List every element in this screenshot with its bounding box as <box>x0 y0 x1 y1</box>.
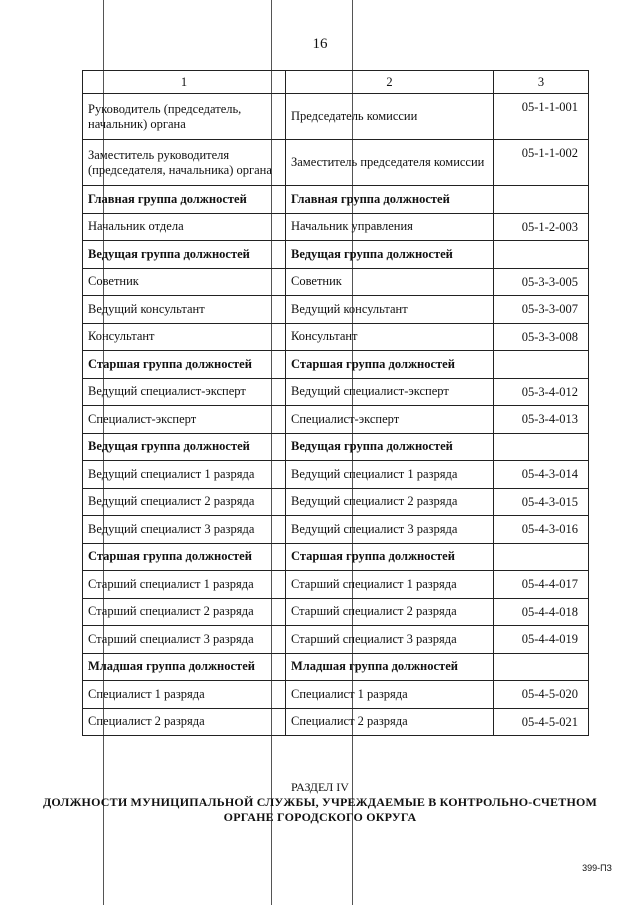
table-group-row <box>83 351 589 379</box>
equivalent-position-cell: Ведущий специалист 3 разряда <box>286 516 494 544</box>
code-cell: 05-4-5-021 <box>494 708 589 736</box>
position-cell: Старший специалист 3 разряда <box>83 626 286 654</box>
code-cell: 05-1-1-001 <box>494 94 589 140</box>
position-cell: Ведущий специалист-эксперт <box>83 378 286 406</box>
code-cell <box>494 433 589 461</box>
code-cell <box>494 653 589 681</box>
equivalent-position-cell: Старший специалист 3 разряда <box>286 626 494 654</box>
equivalent-position-cell: Старшая группа должностей <box>286 543 494 571</box>
table-row <box>83 213 589 241</box>
equivalent-position-cell: Старший специалист 2 разряда <box>286 598 494 626</box>
table-group-row <box>83 241 589 269</box>
table-row <box>83 268 589 296</box>
table-row <box>83 296 589 324</box>
equivalent-position-cell: Специалист 2 разряда <box>286 708 494 736</box>
position-cell: Ведущий консультант <box>83 296 286 324</box>
equivalent-position-cell: Заместитель председателя комиссии <box>286 140 494 186</box>
code-cell: 05-4-3-014 <box>494 461 589 489</box>
table-row <box>83 708 589 736</box>
table-row <box>83 378 589 406</box>
table-group-row <box>83 433 589 461</box>
position-cell: Ведущая группа должностей <box>83 433 286 461</box>
equivalent-position-cell: Специалист 1 разряда <box>286 681 494 709</box>
position-cell: Главная группа должностей <box>83 186 286 214</box>
equivalent-position-cell: Ведущий специалист-эксперт <box>286 378 494 406</box>
position-cell: Ведущая группа должностей <box>83 241 286 269</box>
table-group-row <box>83 186 589 214</box>
equivalent-position-cell: Ведущая группа должностей <box>286 241 494 269</box>
table-row <box>83 598 589 626</box>
table-row <box>83 681 589 709</box>
equivalent-position-cell: Председатель комиссии <box>286 94 494 140</box>
document-code: 399-ПЗ <box>582 863 612 873</box>
code-cell: 05-3-3-007 <box>494 296 589 324</box>
code-cell: 05-4-3-016 <box>494 516 589 544</box>
position-cell: Старший специалист 2 разряда <box>83 598 286 626</box>
table-row <box>83 323 589 351</box>
column-header: 2 <box>286 71 494 94</box>
position-cell: Старший специалист 1 разряда <box>83 571 286 599</box>
positions-table <box>82 70 589 736</box>
equivalent-position-cell: Старший специалист 1 разряда <box>286 571 494 599</box>
position-cell: Ведущий специалист 3 разряда <box>83 516 286 544</box>
code-cell: 05-3-4-013 <box>494 406 589 434</box>
column-header: 1 <box>83 71 286 94</box>
equivalent-position-cell: Главная группа должностей <box>286 186 494 214</box>
table-row <box>83 571 589 599</box>
position-cell: Советник <box>83 268 286 296</box>
position-cell: Ведущий специалист 1 разряда <box>83 461 286 489</box>
equivalent-position-cell: Ведущий специалист 1 разряда <box>286 461 494 489</box>
position-cell: Специалист-эксперт <box>83 406 286 434</box>
code-cell: 05-4-5-020 <box>494 681 589 709</box>
section-number: РАЗДЕЛ IV <box>291 780 349 794</box>
code-cell: 05-3-4-012 <box>494 378 589 406</box>
code-cell: 05-4-3-015 <box>494 488 589 516</box>
code-cell: 05-4-4-019 <box>494 626 589 654</box>
code-cell <box>494 543 589 571</box>
equivalent-position-cell: Начальник управления <box>286 213 494 241</box>
position-cell: Начальник отдела <box>83 213 286 241</box>
table-row <box>83 94 589 140</box>
table-row <box>83 461 589 489</box>
equivalent-position-cell: Специалист-эксперт <box>286 406 494 434</box>
equivalent-position-cell: Консультант <box>286 323 494 351</box>
code-cell: 05-1-1-002 <box>494 140 589 186</box>
position-cell: Специалист 2 разряда <box>83 708 286 736</box>
position-cell: Старшая группа должностей <box>83 351 286 379</box>
code-cell: 05-4-4-018 <box>494 598 589 626</box>
equivalent-position-cell: Старшая группа должностей <box>286 351 494 379</box>
table-body <box>83 71 589 736</box>
code-cell: 05-1-2-003 <box>494 213 589 241</box>
code-cell <box>494 241 589 269</box>
table-row <box>83 626 589 654</box>
table-row <box>83 406 589 434</box>
equivalent-position-cell: Ведущая группа должностей <box>286 433 494 461</box>
position-cell: Заместитель руководителя (председателя, начальника) органа <box>83 140 286 186</box>
code-cell: 05-3-3-005 <box>494 268 589 296</box>
position-cell: Консультант <box>83 323 286 351</box>
code-cell: 05-3-3-008 <box>494 323 589 351</box>
page-number: 16 <box>312 36 328 52</box>
position-cell: Руководитель (председатель, начальник) органа <box>83 94 286 140</box>
code-cell <box>494 186 589 214</box>
section-title: ДОЛЖНОСТИ МУНИЦИПАЛЬНОЙ СЛУЖБЫ, УЧРЕЖДАЕМЫЕ В КОНТРОЛЬНО-СЧЕТНОМ ОРГАНЕ ГОРОДСКОГО ОКРУГА <box>42 795 598 824</box>
position-cell: Старшая группа должностей <box>83 543 286 571</box>
section-heading <box>0 780 640 825</box>
equivalent-position-cell: Ведущий специалист 2 разряда <box>286 488 494 516</box>
position-cell: Младшая группа должностей <box>83 653 286 681</box>
table-group-row <box>83 653 589 681</box>
table-row <box>83 488 589 516</box>
position-cell: Ведущий специалист 2 разряда <box>83 488 286 516</box>
equivalent-position-cell: Ведущий консультант <box>286 296 494 324</box>
code-cell <box>494 351 589 379</box>
table-group-row <box>83 543 589 571</box>
table-row <box>83 516 589 544</box>
table-row <box>83 140 589 186</box>
equivalent-position-cell: Младшая группа должностей <box>286 653 494 681</box>
position-cell: Специалист 1 разряда <box>83 681 286 709</box>
table-header-row <box>83 71 589 94</box>
code-cell: 05-4-4-017 <box>494 571 589 599</box>
equivalent-position-cell: Советник <box>286 268 494 296</box>
column-header: 3 <box>494 71 589 94</box>
